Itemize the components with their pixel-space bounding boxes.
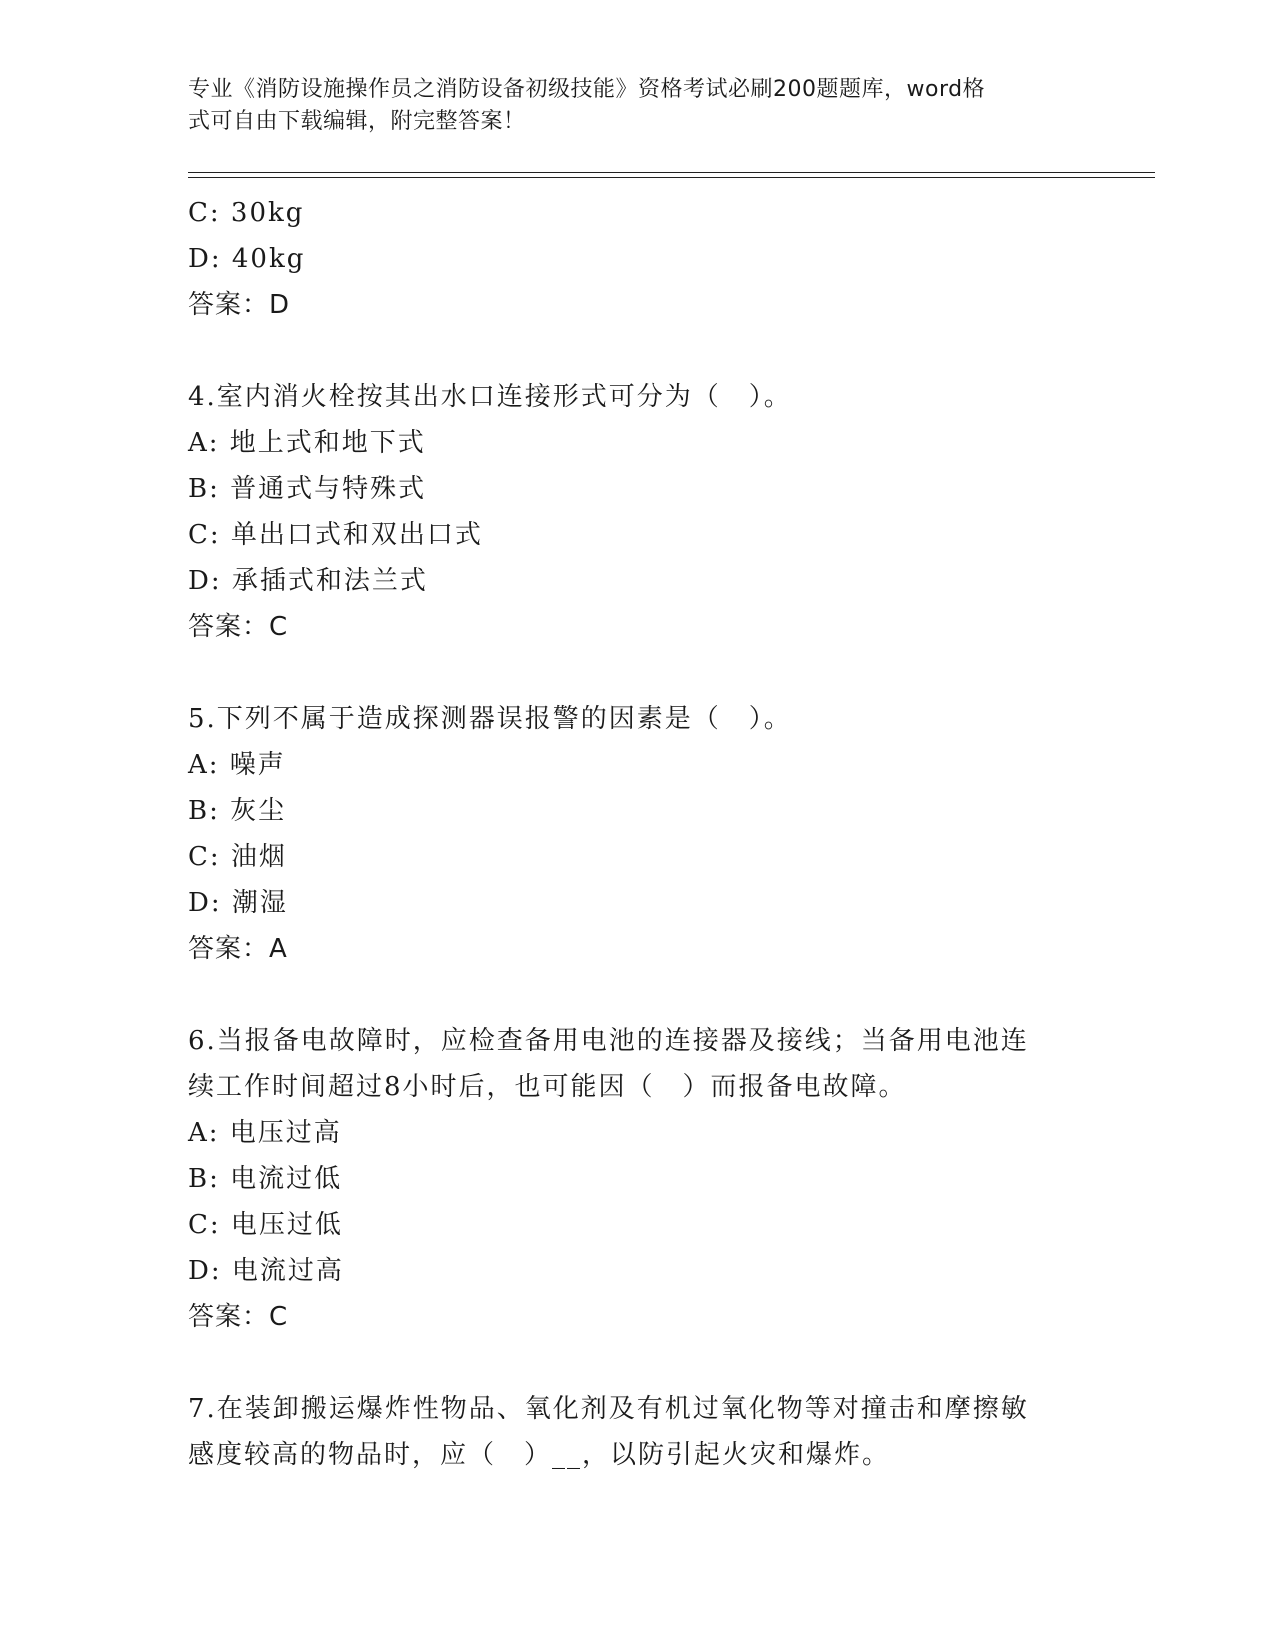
question-4	[188, 374, 1088, 650]
q3-answer: 答案：D	[188, 290, 291, 320]
q6-stem-line-2: 续工作时间超过8小时后，也可能因（ ）而报备电故障。	[188, 1072, 907, 1102]
q5-stem: 5.下列不属于造成探测器误报警的因素是（ ）。	[188, 704, 792, 734]
spacer	[188, 1340, 1088, 1386]
q6-option-b: B: 电流过低	[188, 1164, 343, 1194]
q6-stem-line-1: 6.当报备电故障时，应检查备用电池的连接器及接线；当备用电池连	[188, 1026, 1029, 1056]
header-line-1: 专业《消防设施操作员之消防设备初级技能》资格考试必刷200题题库，word格	[188, 77, 986, 102]
q7-stem-line-2: 感度较高的物品时，应（ ）__，以防引起火灾和爆炸。	[188, 1440, 891, 1470]
header-line-2: 式可自由下载编辑，附完整答案！	[188, 109, 526, 134]
q4-answer: 答案：C	[188, 612, 289, 642]
header-rule-bottom	[188, 177, 1155, 178]
q4-option-b: B: 普通式与特殊式	[188, 474, 427, 504]
question-7	[188, 1386, 1088, 1478]
q3-option-c: C: 30kg	[188, 198, 305, 228]
q6-answer: 答案：C	[188, 1302, 289, 1332]
question-list	[188, 190, 1088, 1478]
q5-option-c: C: 油烟	[188, 842, 287, 872]
question-5	[188, 696, 1088, 972]
question-3-tail	[188, 190, 1088, 328]
q6-option-c: C: 电压过低	[188, 1210, 343, 1240]
spacer	[188, 972, 1088, 1018]
q6-option-a: A: 电压过高	[188, 1118, 342, 1148]
q7-stem-line-1: 7.在装卸搬运爆炸性物品、氧化剂及有机过氧化物等对撞击和摩擦敏	[188, 1394, 1029, 1424]
header-rule-top	[188, 172, 1155, 173]
q5-option-d: D: 潮湿	[188, 888, 288, 918]
document-header	[188, 74, 1068, 138]
q4-option-d: D: 承插式和法兰式	[188, 566, 428, 596]
q5-option-b: B: 灰尘	[188, 796, 287, 826]
q4-stem: 4.室内消火栓按其出水口连接形式可分为（ ）。	[188, 382, 792, 412]
question-6	[188, 1018, 1088, 1340]
spacer	[188, 650, 1088, 696]
q5-option-a: A: 噪声	[188, 750, 286, 780]
q4-option-a: A: 地上式和地下式	[188, 428, 426, 458]
q3-option-d: D: 40kg	[188, 244, 306, 274]
q4-option-c: C: 单出口式和双出口式	[188, 520, 483, 550]
q6-option-d: D: 电流过高	[188, 1256, 344, 1286]
spacer	[188, 328, 1088, 374]
q5-answer: 答案：A	[188, 934, 288, 964]
